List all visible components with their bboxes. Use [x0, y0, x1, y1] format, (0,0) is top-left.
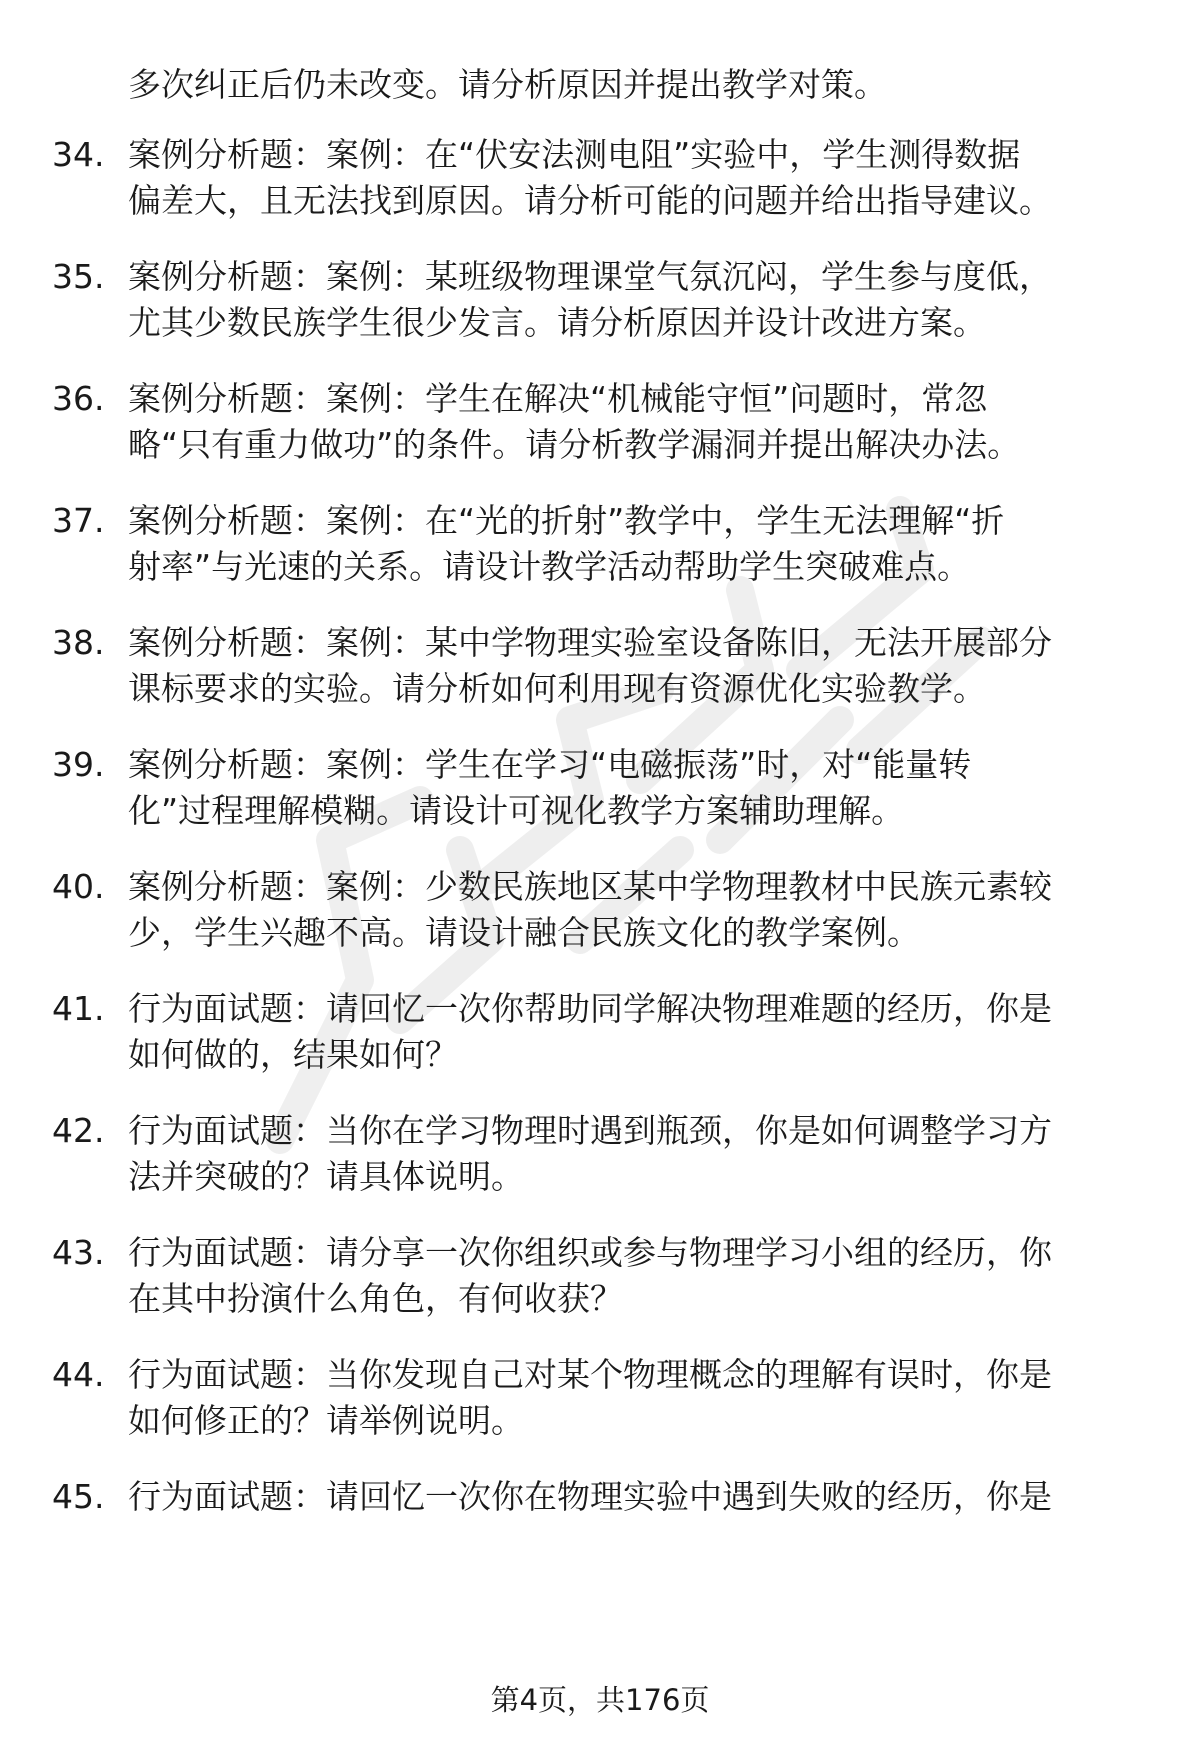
question-text [128, 1108, 1138, 1200]
continuation-text: 多次纠正后仍未改变。请分析原因并提出教学对策。 [128, 65, 887, 104]
question-line: 如何做的，结果如何？ [128, 1035, 458, 1074]
question-number: 34. [52, 135, 105, 174]
question-line: 偏差大，且无法找到原因。请分析可能的问题并给出指导建议。 [128, 181, 1052, 220]
question-number: 38. [52, 623, 105, 662]
question-text [128, 742, 1138, 834]
question-number: 42. [52, 1111, 105, 1150]
question-number: 44. [52, 1355, 105, 1394]
question-line: 化”过程理解模糊。请设计可视化教学方案辅助理解。 [128, 791, 905, 830]
question-text [128, 132, 1138, 224]
question-line: 课标要求的实验。请分析如何利用现有资源优化实验教学。 [128, 669, 986, 708]
question-line: 案例分析题：案例：少数民族地区某中学物理教材中民族元素较 [128, 867, 1052, 906]
question-number: 43. [52, 1233, 105, 1272]
question-line: 案例分析题：案例：某班级物理课堂气氛沉闷，学生参与度低， [128, 257, 1052, 296]
question-line: 如何修正的？请举例说明。 [128, 1401, 524, 1440]
question-text [128, 864, 1138, 956]
question-line: 法并突破的？请具体说明。 [128, 1157, 524, 1196]
question-number: 37. [52, 501, 105, 540]
question-text [128, 620, 1138, 712]
question-line: 案例分析题：案例：在“伏安法测电阻”实验中，学生测得数据 [128, 135, 1021, 174]
question-text [128, 498, 1138, 590]
question-line: 射率”与光速的关系。请设计教学活动帮助学生突破难点。 [128, 547, 971, 586]
question-line: 案例分析题：案例：学生在学习“电磁振荡”时，对“能量转 [128, 745, 972, 784]
question-line: 少，学生兴趣不高。请设计融合民族文化的教学案例。 [128, 913, 920, 952]
question-text [128, 254, 1138, 346]
question-number: 36. [52, 379, 105, 418]
question-number: 45. [52, 1477, 105, 1516]
question-line: 略“只有重力做功”的条件。请分析教学漏洞并提出解决办法。 [128, 425, 1021, 464]
question-number: 35. [52, 257, 105, 296]
question-line: 行为面试题：请回忆一次你在物理实验中遇到失败的经历，你是 [128, 1477, 1052, 1516]
question-number: 40. [52, 867, 105, 906]
question-line: 尤其少数民族学生很少发言。请分析原因并设计改进方案。 [128, 303, 986, 342]
page-footer: 第4页，共176页 [490, 1683, 710, 1717]
question-text [128, 986, 1138, 1078]
question-line: 案例分析题：案例：学生在解决“机械能守恒”问题时，常忽 [128, 379, 988, 418]
question-line: 行为面试题：当你在学习物理时遇到瓶颈，你是如何调整学习方 [128, 1111, 1052, 1150]
question-number: 41. [52, 989, 105, 1028]
question-text [128, 1230, 1138, 1322]
question-line: 案例分析题：案例：某中学物理实验室设备陈旧，无法开展部分 [128, 623, 1052, 662]
question-line: 在其中扮演什么角色，有何收获？ [128, 1279, 623, 1318]
question-line: 行为面试题：请分享一次你组织或参与物理学习小组的经历，你 [128, 1233, 1052, 1272]
question-text [128, 376, 1138, 468]
question-text [128, 1474, 1138, 1520]
question-text [128, 1352, 1138, 1444]
question-line: 行为面试题：请回忆一次你帮助同学解决物理难题的经历，你是 [128, 989, 1052, 1028]
question-line: 行为面试题：当你发现自己对某个物理概念的理解有误时，你是 [128, 1355, 1052, 1394]
question-number: 39. [52, 745, 105, 784]
question-line: 案例分析题：案例：在“光的折射”教学中，学生无法理解“折 [128, 501, 1005, 540]
